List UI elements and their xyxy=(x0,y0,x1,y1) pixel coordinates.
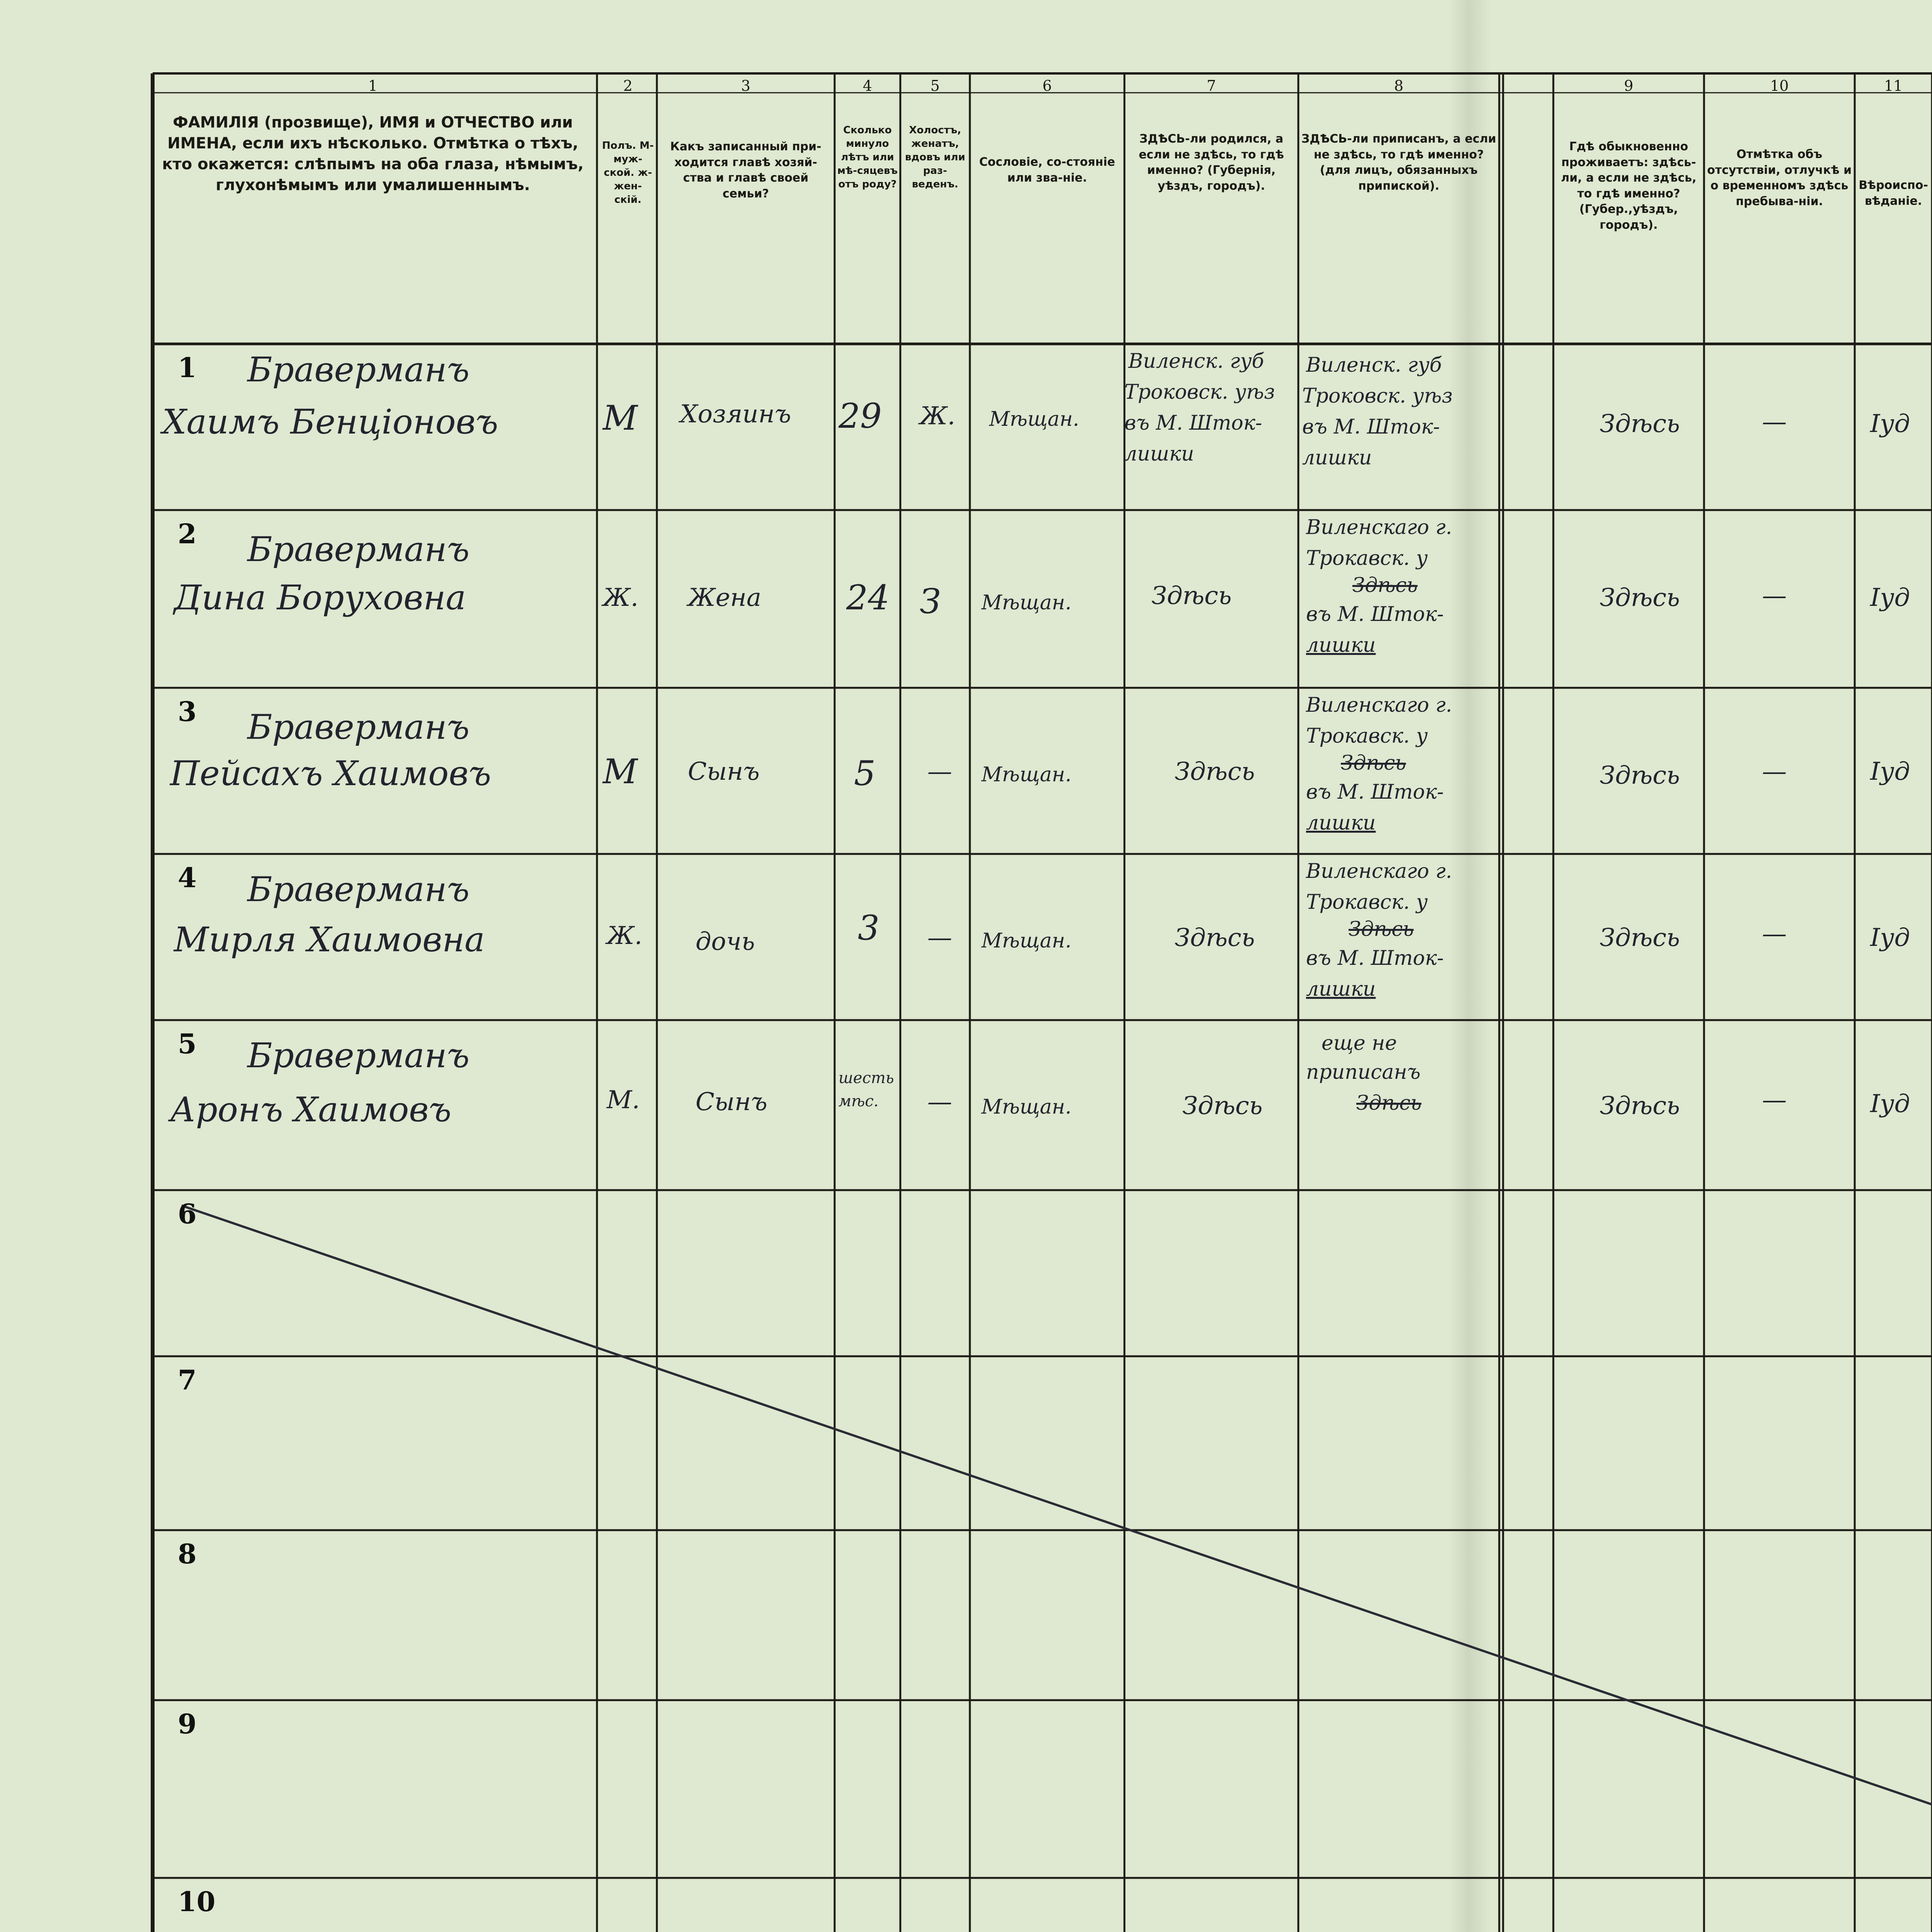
row3-marital: — xyxy=(927,757,952,786)
row-number-4: 4 xyxy=(178,862,197,894)
row-number-5: 5 xyxy=(178,1028,197,1060)
row5-sex: М. xyxy=(607,1086,640,1114)
header-marital: Холостъ, женатъ, вдовъ или раз-веденъ. xyxy=(905,124,965,190)
header-sex: Полъ. М-муж-ской. ж-жен-скій. xyxy=(602,140,654,206)
row4-marital: — xyxy=(927,923,952,952)
header-birthplace: ЗДѢСЬ-ли родился, а если не здѣсь, то гдѣ именно? (Губернія, уѣздъ, городъ). xyxy=(1139,132,1284,193)
header-name: ФАМИЛІЯ (прозвище), ИМЯ и ОТЧЕСТВО или ИМЕНА, если ихъ нѣсколько. Отмѣтка о тѣхъ, кто окажется: слѣпымъ на оба глаза, нѣмымъ, глухонѣмымъ или умалишеннымъ. xyxy=(162,114,584,194)
column-number-10: 10 xyxy=(1770,77,1789,94)
row-number-9: 9 xyxy=(178,1708,197,1740)
row5-surname: Браверманъ xyxy=(247,1036,470,1075)
row5-born: Здѣсь xyxy=(1182,1092,1263,1120)
header-residence: Гдѣ обыкновенно проживаетъ: здѣсь-ли, а если не здѣсь, то гдѣ именно? (Губер.,уѣздъ, городъ). xyxy=(1561,140,1697,232)
row3-reg-l4: въ М. Шток- xyxy=(1306,781,1444,804)
row3-surname: Браверманъ xyxy=(247,707,470,747)
row3-given-name: Пейсахъ Хаимовъ xyxy=(170,753,492,793)
row4-reg-l1: Виленскаго г. xyxy=(1306,860,1452,883)
column-number-4: 4 xyxy=(862,77,872,94)
row1-marital: Ж. xyxy=(920,402,956,430)
row-number-8: 8 xyxy=(178,1538,197,1570)
row1-born-l4: лишки xyxy=(1124,442,1194,466)
row-number-10: 10 xyxy=(178,1886,216,1918)
row1-absence: — xyxy=(1762,408,1787,436)
row4-reg-l4: въ М. Шток- xyxy=(1306,947,1444,970)
row-number-7: 7 xyxy=(178,1364,197,1396)
column-number-2: 2 xyxy=(623,77,633,94)
row3-reg-l2: Трокавск. у xyxy=(1306,724,1428,748)
row1-reg-l3: въ М. Шток- xyxy=(1302,415,1440,439)
row1-surname: Браверманъ xyxy=(247,350,470,389)
row2-absence: — xyxy=(1762,582,1787,610)
row3-religion: Іуд xyxy=(1870,757,1910,786)
row3-absence: — xyxy=(1762,757,1787,786)
header-estate: Сословіе, со-стояніе или зва-ніе. xyxy=(979,155,1115,185)
row3-reg-l1: Виленскаго г. xyxy=(1306,694,1452,717)
row2-sex: Ж. xyxy=(603,583,639,612)
row1-reg-l4: лишки xyxy=(1302,446,1372,469)
row-number-3: 3 xyxy=(178,696,197,728)
row2-surname: Браверманъ xyxy=(247,529,470,569)
row5-residence: Здѣсь xyxy=(1600,1092,1680,1120)
row1-given-name: Хаимъ Бенціоновъ xyxy=(162,402,498,442)
row1-born-l2: Троковск. уѣз xyxy=(1124,381,1275,404)
row4-given-name: Мирля Хаимовна xyxy=(174,920,485,959)
row2-born: Здѣсь xyxy=(1151,582,1232,610)
row4-religion: Іуд xyxy=(1870,923,1910,952)
row2-residence: Здѣсь xyxy=(1600,583,1680,612)
row5-religion: Іуд xyxy=(1870,1090,1910,1118)
row2-given-name: Дина Боруховна xyxy=(174,578,466,617)
row4-relation: дочь xyxy=(696,927,755,956)
row5-reg-l3-struck: Здѣсь xyxy=(1356,1092,1422,1115)
row2-marital: З xyxy=(920,582,941,621)
row3-reg-l3-struck: Здѣсь xyxy=(1341,752,1406,775)
row1-relation: Хозяинъ xyxy=(680,400,791,429)
row1-age: 29 xyxy=(838,396,882,436)
row5-reg-l1: еще не xyxy=(1321,1032,1397,1055)
row4-age: 3 xyxy=(858,908,879,948)
header-registration: ЗДѢСЬ-ли приписанъ, а если не здѣсь, то гдѣ именно? (для лицъ, обязанныхъ припиской). xyxy=(1301,132,1496,193)
row5-age: шесть мѣс. xyxy=(838,1069,894,1110)
row2-reg-l4: въ М. Шток- xyxy=(1306,603,1444,626)
row-number-1: 1 xyxy=(178,352,197,384)
row5-marital: — xyxy=(927,1088,952,1116)
row1-sex: М xyxy=(603,398,638,438)
row3-reg-l5: лишки xyxy=(1306,811,1376,835)
row3-relation: Сынъ xyxy=(688,757,760,786)
row4-absence: — xyxy=(1762,920,1787,948)
row5-absence: — xyxy=(1762,1086,1787,1114)
column-number-6: 6 xyxy=(1042,77,1052,94)
row4-reg-l5: лишки xyxy=(1306,978,1376,1001)
row2-estate: Мѣщан. xyxy=(981,591,1071,614)
row4-reg-l2: Трокавск. у xyxy=(1306,891,1428,914)
row3-age: 5 xyxy=(854,753,876,793)
row3-estate: Мѣщан. xyxy=(981,763,1071,786)
row1-born-l1: Виленск. губ xyxy=(1128,350,1264,373)
row5-relation: Сынъ xyxy=(696,1088,767,1116)
row2-age: 24 xyxy=(846,578,889,617)
column-number-8: 8 xyxy=(1394,77,1404,94)
row4-born: Здѣсь xyxy=(1175,923,1255,952)
row1-reg-l2: Троковск. уѣз xyxy=(1302,384,1453,408)
row2-reg-l5: лишки xyxy=(1306,634,1376,657)
row5-estate: Мѣщан. xyxy=(981,1095,1071,1119)
row-number-2: 2 xyxy=(178,518,197,550)
column-number-5: 5 xyxy=(930,77,940,94)
row2-reg-l3-struck: Здѣсь xyxy=(1352,574,1418,597)
header-absence: Отмѣтка объ отсутствіи, отлучкѣ и о временномъ здѣсь пребыва-ніи. xyxy=(1707,148,1852,208)
column-number-11: 11 xyxy=(1884,77,1903,94)
row5-given-name: Аронъ Хаимовъ xyxy=(170,1090,452,1129)
row1-residence: Здѣсь xyxy=(1600,410,1680,438)
row1-born-l3: въ М. Шток- xyxy=(1124,412,1262,435)
row4-surname: Браверманъ xyxy=(247,869,470,909)
row3-residence: Здѣсь xyxy=(1600,761,1680,790)
row2-relation: Жена xyxy=(688,583,762,612)
row-number-6: 6 xyxy=(178,1198,197,1230)
row2-reg-l2: Трокавск. у xyxy=(1306,547,1428,570)
column-number-1: 1 xyxy=(368,77,378,94)
row2-reg-l1: Виленскаго г. xyxy=(1306,516,1452,539)
header-age: Сколько минуло лѣтъ или мѣ-сяцевъ отъ роду? xyxy=(837,124,898,190)
row1-reg-l1: Виленск. губ xyxy=(1306,354,1442,377)
header-relation: Какъ записанный при-ходится главѣ хозяй-ства и главѣ своей семьи? xyxy=(670,140,821,201)
column-number-7: 7 xyxy=(1206,77,1216,94)
column-number-3: 3 xyxy=(741,77,751,94)
row4-estate: Мѣщан. xyxy=(981,929,1071,952)
row4-sex: Ж. xyxy=(607,922,643,950)
row5-reg-l2: приписанъ xyxy=(1306,1061,1421,1084)
row1-religion: Іуд xyxy=(1870,410,1910,438)
row2-religion: Іуд xyxy=(1870,583,1910,612)
row4-reg-l3-struck: Здѣсь xyxy=(1349,918,1414,941)
row1-estate: Мѣщан. xyxy=(989,408,1079,431)
header-religion: Вѣроиспо-вѣданіе. xyxy=(1859,179,1928,208)
column-number-9: 9 xyxy=(1624,77,1634,94)
row3-sex: М xyxy=(603,752,638,791)
row4-residence: Здѣсь xyxy=(1600,923,1680,952)
cancel-diagonal-line xyxy=(182,1206,1932,1932)
row3-born: Здѣсь xyxy=(1175,757,1255,786)
